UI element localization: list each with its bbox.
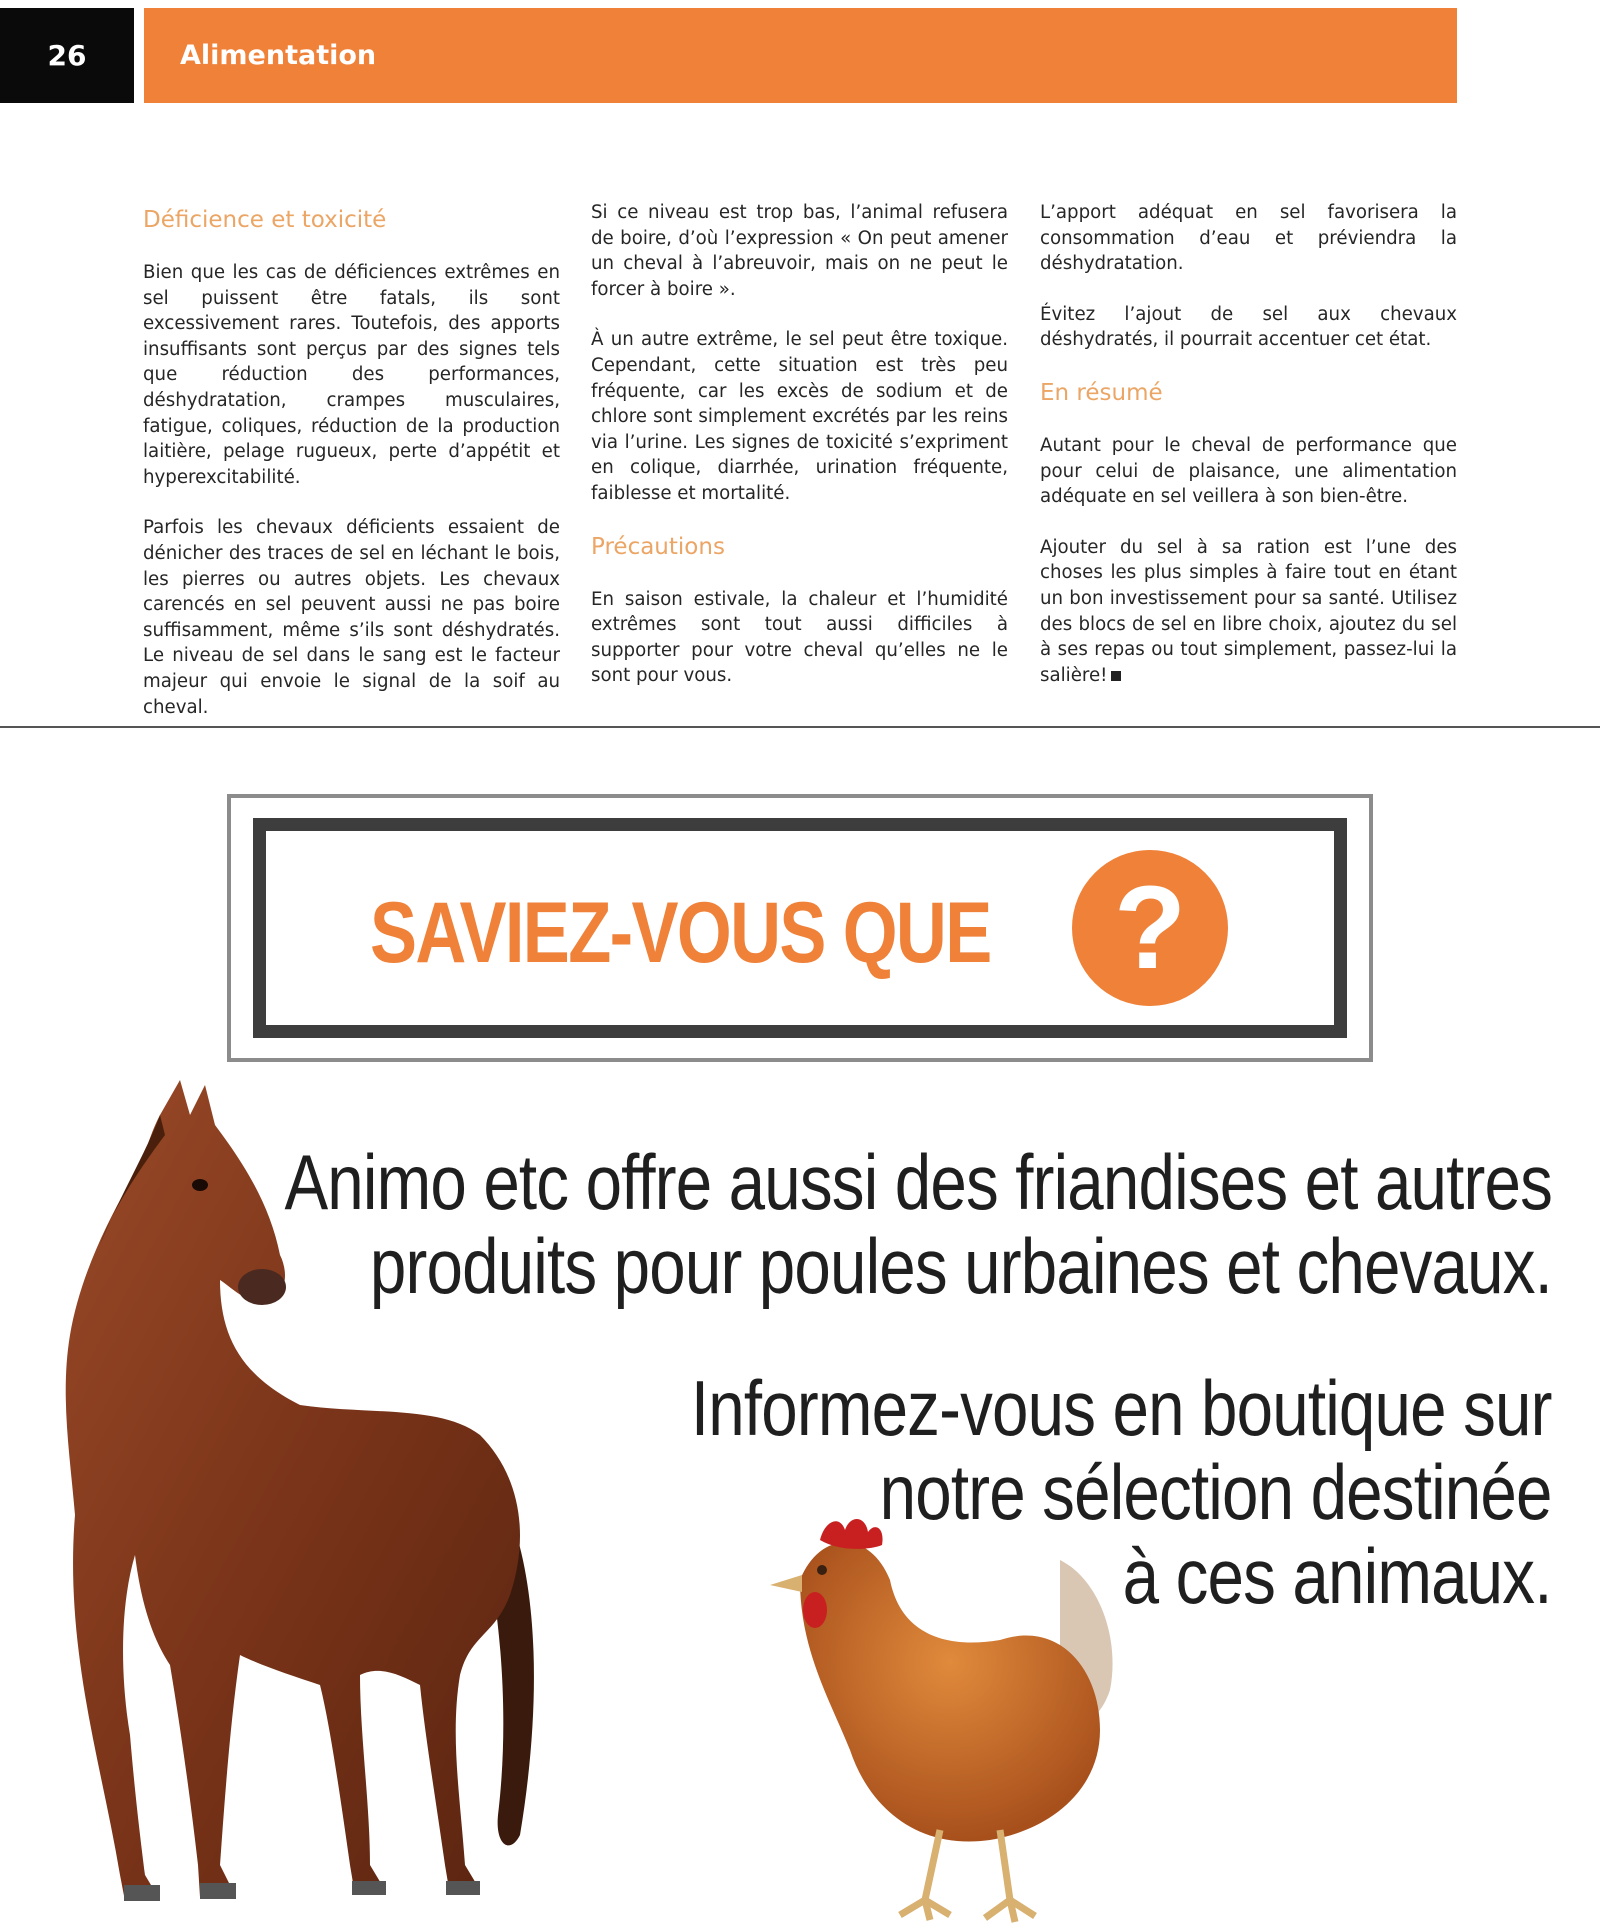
heading-resume: En résumé <box>1040 379 1163 406</box>
paragraph: Évitez l’ajout de sel aux chevaux déshydratés, il pourrait accentuer cet état. <box>1040 303 1457 351</box>
paragraph: Autant pour le cheval de performance que pour celui de plaisance, une alimentation adéquate en sel veillera à son bien-être. <box>1040 434 1457 508</box>
end-mark-icon <box>1111 671 1121 681</box>
section-title: Alimentation <box>180 40 377 71</box>
banner-title: SAVIEZ-VOUS QUE <box>370 885 991 981</box>
article-column-2 <box>591 200 1008 714</box>
closing-paragraph-text: Ajouter du sel à sa ration est l’une des choses les plus simples à faire tout en étant un bon investissement pour sa santé. Utilisez des blocs de sel en libre choix, ajoutez du sel à ses repas ou tout simplement, passez-lui la salière! <box>1040 536 1457 686</box>
promo-line: à ces animaux. <box>1123 1532 1552 1620</box>
article-column-3 <box>1040 200 1457 713</box>
paragraph <box>1040 535 1457 689</box>
paragraph: En saison estivale, la chaleur et l’humidité extrêmes sont tout aussi difficiles à supporter pour votre cheval qu’elles ne le sont pour vous. <box>591 588 1008 687</box>
heading-precautions: Précautions <box>591 533 725 560</box>
paragraph: Bien que les cas de déficiences extrêmes en sel puissent être fatals, ils sont excessivement rares. Toutefois, des apports insuffisants sont perçus par des signes tels que réduction des performances, déshydratation, crampes musculaires, fatigue, coliques, réduction de la production laitière, pelage rugueux, perte d’appétit et hyperexcitabilité. <box>143 262 560 488</box>
promo-line: notre sélection destinée <box>880 1448 1552 1536</box>
paragraph: Si ce niveau est trop bas, l’animal refusera de boire, d’où l’expression « On peut amener un cheval à l’abreuvoir, mais on ne peut le forcer à boire ». <box>591 202 1008 300</box>
paragraph: À un autre extrême, le sel peut être toxique. Cependant, cette situation est très peu fréquente, car les excès de sodium et de chlore sont simplement excrétés par les reins via l’urine. Les signes de toxicité s’expriment en colique, diarrhée, urination fréquente, faiblesse et mortalité. <box>591 329 1008 504</box>
section-divider <box>0 726 1600 728</box>
page-number: 26 <box>0 8 134 103</box>
section-header <box>144 8 1457 103</box>
hen-image <box>760 1470 1140 1925</box>
paragraph: Parfois les chevaux déficients essaient de dénicher des traces de sel en léchant le bois, les pierres ou autres objets. Les chevaux carencés en sel peuvent aussi ne pas boire suffisamment, même s’ils sont déshydratés. Le niveau de sel dans le sang est le facteur majeur qui envoie le signal de la soif au cheval. <box>143 517 560 718</box>
heading-deficience: Déficience et toxicité <box>143 207 387 233</box>
promo-line: Animo etc offre aussi des friandises et autres <box>284 1138 1552 1226</box>
paragraph: L’apport adéquat en sel favorisera la consommation d’eau et préviendra la déshydratation. <box>1040 202 1457 275</box>
question-mark-icon: ? <box>1072 850 1228 1006</box>
promo-line: produits pour poules urbaines et chevaux. <box>369 1222 1553 1310</box>
promo-line: Informez-vous en boutique sur <box>691 1364 1552 1452</box>
horse-image <box>40 1075 560 1925</box>
article-column-1 <box>143 205 560 745</box>
